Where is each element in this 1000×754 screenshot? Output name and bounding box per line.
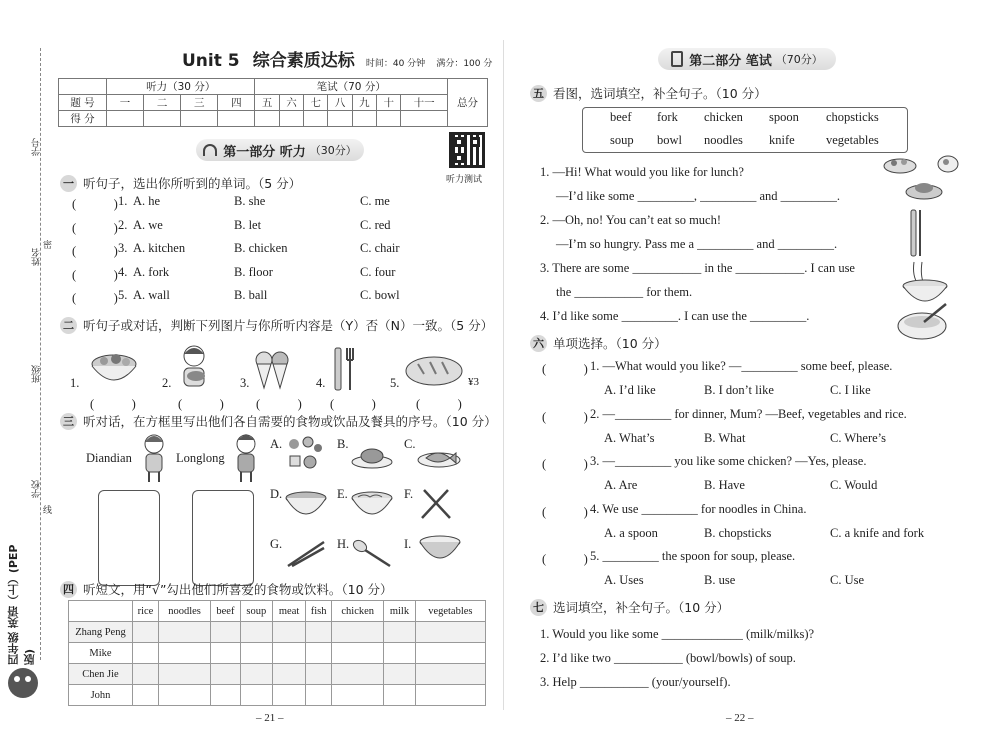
s7-line: 2. I’d like two ___________ (bowl/bowls) of soup.: [540, 651, 796, 665]
s6-option-c[interactable]: C. Would: [830, 478, 878, 492]
pref-check-cell[interactable]: [133, 643, 159, 664]
vegetable-bowl-icon: [86, 350, 142, 390]
pref-check-cell[interactable]: [332, 685, 384, 706]
section5-badge: 五: [530, 85, 547, 102]
pref-check-cell[interactable]: [158, 643, 210, 664]
section4-text: 听短文，用“√”勾出他们所喜爱的食物或饮料。（10 分）: [83, 582, 393, 597]
part2-score: （70分）: [775, 53, 823, 66]
section1-badge: 一: [60, 175, 77, 192]
pref-row-label: Mike: [69, 643, 133, 664]
pref-col-fish: fish: [306, 601, 332, 622]
score-cell[interactable]: [107, 111, 144, 127]
score-cell[interactable]: [181, 111, 218, 127]
s1-answer-paren[interactable]: ( ): [72, 291, 118, 305]
pref-check-cell[interactable]: [158, 685, 210, 706]
s2-answer-2[interactable]: ( ): [178, 397, 224, 411]
page-divider: [503, 40, 504, 710]
pref-check-cell[interactable]: [158, 664, 210, 685]
soup-bowl-icon: [284, 490, 328, 520]
part1-score: （30分）: [309, 144, 357, 157]
bread-icon: [404, 354, 464, 388]
s6-answer-paren[interactable]: ( ): [542, 362, 588, 376]
score-cell[interactable]: [401, 111, 448, 127]
s6-option-c[interactable]: C. Where’s: [830, 430, 887, 445]
s6-question: 5. _________ the spoon for soup, please.: [590, 549, 796, 563]
s5-line: —I’m so hungry. Pass me a _________ and _________.: [556, 237, 838, 251]
section7-text: 选词填空，补全句子。（10 分）: [553, 600, 730, 615]
full-score-label: 满分：100 分: [436, 59, 493, 69]
empty-bowl-icon: [418, 534, 462, 564]
s3-letter-c: C.: [404, 437, 416, 451]
fish-plate-icon: [416, 444, 462, 470]
spoon-icon: [352, 538, 392, 568]
s6-answer-paren[interactable]: ( ): [542, 457, 588, 471]
pref-check-cell[interactable]: [306, 664, 332, 685]
s2-answer-4[interactable]: ( ): [330, 397, 376, 411]
s1-option-c[interactable]: C. bowl: [360, 288, 400, 302]
margin-class-label: 班级: [32, 365, 42, 383]
soup-spoon-icon: [896, 302, 952, 342]
word-bank-word: knife: [769, 133, 795, 147]
page-title: [182, 46, 492, 71]
longlong-answer-box[interactable]: [192, 490, 254, 586]
s6-option-a[interactable]: A. What’s: [604, 430, 655, 445]
s6-option-c[interactable]: C. I like: [830, 383, 871, 397]
pref-col-beef: beef: [211, 601, 241, 622]
num-9: 九: [352, 95, 376, 111]
s2-num-1: 1.: [70, 376, 80, 390]
s2-num-5: 5.: [390, 376, 400, 390]
s5-line: —I’d like some _________, _________ and _________.: [556, 189, 841, 203]
section6-badge: 六: [530, 335, 547, 352]
s3-letter-e: E.: [337, 487, 348, 501]
pref-check-cell[interactable]: [384, 643, 415, 664]
num-1: 一: [107, 95, 144, 111]
s1-item-num: 1.: [118, 194, 128, 208]
s1-item-num: 3.: [118, 241, 128, 255]
word-bank-word: chicken: [704, 110, 743, 124]
section7-badge: 七: [530, 599, 547, 616]
pref-check-cell[interactable]: [415, 664, 485, 685]
pref-corner: [69, 601, 133, 622]
s5-line: the ___________ for them.: [556, 285, 693, 299]
knife-fork-icon: [332, 346, 358, 392]
s1-option-a[interactable]: A. fork: [133, 264, 170, 279]
knife-icon: [906, 208, 926, 258]
word-bank-word: vegetables: [826, 133, 879, 147]
pref-check-cell[interactable]: [306, 685, 332, 706]
row-label-num: 题 号: [59, 95, 107, 111]
s6-option-b[interactable]: B. What: [704, 430, 746, 445]
pref-check-cell[interactable]: [384, 622, 415, 643]
qr-label: 听力测试: [446, 175, 483, 185]
pref-check-cell[interactable]: [332, 643, 384, 664]
pref-check-cell[interactable]: [415, 643, 485, 664]
s2-answer-3[interactable]: ( ): [256, 397, 302, 411]
section3-badge: 三: [60, 413, 77, 430]
s1-answer-paren[interactable]: ( ): [72, 220, 118, 235]
section1-text: 听句子，选出你所听到的单词。（5 分）: [83, 176, 302, 191]
headphone-icon: [203, 144, 217, 156]
girl-eating-icon: [174, 342, 214, 392]
section4-badge: 四: [60, 581, 77, 598]
num-2: 二: [144, 95, 181, 111]
s6-option-b[interactable]: B. use: [704, 573, 736, 587]
num-3: 三: [181, 95, 218, 111]
s2-num-2: 2.: [162, 376, 172, 390]
s1-option-a[interactable]: A. we: [133, 217, 163, 232]
s1-option-c[interactable]: C. chair: [360, 241, 400, 255]
pref-check-cell[interactable]: [332, 664, 384, 685]
pref-col-vegetables: vegetables: [415, 601, 485, 622]
s1-option-c[interactable]: C. four: [360, 264, 396, 279]
s1-option-b[interactable]: B. ball: [234, 288, 268, 302]
s6-option-b[interactable]: B. I don’t like: [704, 383, 774, 397]
pencil-icon: [671, 51, 683, 67]
s1-option-a[interactable]: A. wall: [133, 288, 170, 302]
pref-check-cell[interactable]: [306, 622, 332, 643]
section2-text: 听句子或对话，判断下列图片与你所听内容是（Y）否（N）一致。（5 分）: [83, 318, 494, 333]
s3-letter-b: B.: [337, 437, 349, 451]
pref-row-label: Zhang Peng: [69, 622, 133, 643]
s1-answer-paren[interactable]: ( ): [72, 244, 118, 258]
row-label-score: 得 分: [59, 111, 107, 127]
word-bank-word: soup: [610, 133, 634, 147]
section5-title: [530, 84, 767, 102]
s6-answer-paren[interactable]: ( ): [542, 504, 588, 519]
preference-table: [68, 600, 486, 706]
diandian-avatar: [138, 432, 170, 484]
s6-option-c[interactable]: C. a knife and fork: [830, 525, 925, 540]
part1-heading: [196, 139, 364, 161]
page-number-right: – 22 –: [726, 712, 754, 724]
pref-col-noodles: noodles: [158, 601, 210, 622]
part1-title: 第一部分 听力: [223, 144, 306, 160]
pref-row-label: John: [69, 685, 133, 706]
title-label: 综合素质达标: [252, 51, 355, 71]
s7-line: 3. Help ___________ (your/yourself).: [540, 675, 731, 689]
s6-option-a[interactable]: A. Are: [604, 478, 638, 492]
pref-check-cell[interactable]: [332, 622, 384, 643]
num-4: 四: [218, 95, 255, 111]
pref-check-cell[interactable]: [211, 622, 241, 643]
pref-col-milk: milk: [384, 601, 415, 622]
word-bank-word: bowl: [657, 133, 682, 147]
mixed-food-icon: [284, 434, 326, 472]
s3-letter-h: H.: [337, 537, 350, 551]
margin-school-label: 学校: [32, 480, 42, 498]
section5-text: 看图，选词填空，补全句子。（10 分）: [553, 86, 767, 101]
s1-option-c[interactable]: C. red: [360, 217, 391, 232]
pref-check-cell[interactable]: [415, 685, 485, 706]
pref-check-cell[interactable]: [273, 643, 306, 664]
s2-num-3: 3.: [240, 376, 250, 390]
s5-line: 4. I’d like some _________. I can use the _________.: [540, 309, 810, 323]
longlong-label: Longlong: [176, 451, 225, 465]
longlong-avatar: [230, 432, 262, 484]
s6-option-c[interactable]: C. Use: [830, 573, 865, 587]
word-bank-word: beef: [610, 110, 632, 124]
page-number-left: – 21 –: [256, 712, 284, 724]
num-7: 七: [304, 95, 328, 111]
s2-price: ¥3: [468, 376, 479, 388]
pref-col-rice: rice: [133, 601, 159, 622]
s6-answer-paren[interactable]: ( ): [542, 552, 588, 566]
section1-title: [60, 174, 301, 192]
s2-answer-5[interactable]: ( ): [416, 397, 462, 411]
pref-col-chicken: chicken: [332, 601, 384, 622]
s1-option-a[interactable]: A. he: [133, 194, 161, 208]
num-5: 五: [255, 95, 279, 111]
s1-option-b[interactable]: B. she: [234, 194, 266, 208]
score-cell[interactable]: [279, 111, 303, 127]
s1-option-b[interactable]: B. chicken: [234, 241, 288, 255]
s6-option-b[interactable]: B. chopsticks: [704, 525, 772, 540]
score-corner: [59, 79, 107, 95]
score-table: [58, 78, 488, 127]
pref-check-cell[interactable]: [240, 685, 272, 706]
pref-check-cell[interactable]: [133, 664, 159, 685]
margin-id-label: 学号: [32, 138, 42, 156]
num-6: 六: [279, 95, 303, 111]
s5-line: 2. —Oh, no! You can’t eat so much!: [540, 213, 721, 227]
binding-margin: [0, 0, 52, 754]
num-8: 八: [328, 95, 352, 111]
s1-item-num: 4.: [118, 264, 128, 279]
s6-option-b[interactable]: B. Have: [704, 478, 745, 492]
s3-letter-g: G.: [270, 537, 283, 551]
pref-check-cell[interactable]: [240, 643, 272, 664]
pref-check-cell[interactable]: [133, 622, 159, 643]
s6-question: 1. —What would you like? —_________ some beef, please.: [590, 359, 893, 373]
s7-line: 1. Would you like some _____________ (milk/milks)?: [540, 627, 815, 641]
score-cell[interactable]: [255, 111, 279, 127]
pref-check-cell[interactable]: [240, 664, 272, 685]
s6-option-a[interactable]: A. Uses: [604, 573, 644, 587]
section7-title: [530, 598, 729, 616]
word-bank-word: spoon: [769, 110, 799, 124]
word-bank-word: fork: [657, 110, 678, 124]
chicken-plate-icon: [350, 444, 394, 470]
score-cell[interactable]: [328, 111, 352, 127]
s1-option-b[interactable]: B. let: [234, 217, 262, 232]
ice-cream-icon: [252, 348, 292, 392]
food-plates-icon: [880, 152, 970, 204]
time-label: 时间：40 分钟: [365, 59, 426, 69]
s5-line: 3. There are some ___________ in the ___________. I can use: [540, 261, 855, 275]
pref-check-cell[interactable]: [133, 685, 159, 706]
pref-row-label: Chen Jie: [69, 664, 133, 685]
score-cell[interactable]: [377, 111, 401, 127]
section6-title: [530, 334, 667, 352]
part2-title: 第二部分 笔试: [689, 53, 772, 69]
s3-letter-a: A.: [270, 437, 283, 451]
s1-answer-paren[interactable]: ( ): [72, 197, 118, 211]
pref-check-cell[interactable]: [211, 664, 241, 685]
mascot-icon: [8, 668, 38, 698]
score-cell[interactable]: [304, 111, 328, 127]
diandian-answer-box[interactable]: [98, 490, 160, 586]
score-cell[interactable]: [218, 111, 255, 127]
pref-check-cell[interactable]: [273, 685, 306, 706]
pref-check-cell[interactable]: [211, 643, 241, 664]
s3-letter-i: I.: [404, 537, 412, 551]
s6-question: 4. We use _________ for noodles in China.: [590, 501, 807, 516]
margin-line-label: 线: [43, 506, 53, 516]
s5-line: 1. —Hi! What would you like for lunch?: [540, 165, 744, 179]
margin-name-label: 姓名: [32, 248, 42, 266]
s1-item-num: 5.: [118, 288, 128, 302]
unit-label: Unit 5: [182, 51, 240, 71]
s1-answer-paren[interactable]: ( ): [72, 267, 118, 282]
score-cell[interactable]: [144, 111, 181, 127]
section2-badge: 二: [60, 317, 77, 334]
s6-option-a[interactable]: A. a spoon: [604, 525, 658, 540]
writing-group: 笔试（70 分）: [255, 79, 448, 95]
chopsticks-icon: [286, 538, 326, 568]
noodle-bowl-icon: [350, 490, 394, 520]
s2-num-4: 4.: [316, 376, 326, 390]
s1-option-b[interactable]: B. floor: [234, 264, 273, 279]
book-label: 四年级 英语（上）(PEP版): [7, 544, 36, 665]
num-11: 十一: [401, 95, 448, 111]
s6-option-a[interactable]: A. I’d like: [604, 383, 656, 397]
pref-check-cell[interactable]: [240, 622, 272, 643]
section2-title: [60, 316, 493, 334]
pref-check-cell[interactable]: [273, 664, 306, 685]
s6-answer-paren[interactable]: ( ): [542, 409, 588, 424]
total-label: 总分: [448, 79, 488, 127]
s2-answer-1[interactable]: ( ): [90, 397, 136, 411]
section3-text: 听对话，在方框里写出他们各自需要的食物或饮品及餐具的序号。（10 分）: [83, 414, 497, 429]
noodles-bowl-icon: [900, 260, 950, 304]
knife-fork-crossed-icon: [418, 488, 454, 520]
score-cell[interactable]: [352, 111, 376, 127]
s1-option-a[interactable]: A. kitchen: [133, 241, 186, 255]
pref-check-cell[interactable]: [158, 622, 210, 643]
pref-check-cell[interactable]: [306, 643, 332, 664]
pref-check-cell[interactable]: [415, 622, 485, 643]
pref-col-meat: meat: [273, 601, 306, 622]
part2-heading: [658, 48, 836, 70]
pref-check-cell[interactable]: [211, 685, 241, 706]
s3-letter-d: D.: [270, 487, 283, 501]
section3-title: [60, 412, 497, 430]
margin-seal-label: 密: [43, 241, 53, 251]
s6-question: 3. —_________ you like some chicken? —Yes, please.: [590, 454, 867, 468]
pref-check-cell[interactable]: [384, 685, 415, 706]
word-bank-word: noodles: [704, 133, 743, 147]
s3-letter-f: F.: [404, 487, 414, 501]
s1-item-num: 2.: [118, 217, 128, 232]
listening-group: 听力（30 分）: [107, 79, 255, 95]
pref-check-cell[interactable]: [384, 664, 415, 685]
qr-code-icon[interactable]: [449, 132, 485, 168]
word-bank-word: chopsticks: [826, 110, 879, 124]
section6-text: 单项选择。（10 分）: [553, 336, 667, 351]
num-10: 十: [377, 95, 401, 111]
s6-question: 2. —_________ for dinner, Mum? —Beef, vegetables and rice.: [590, 406, 907, 421]
diandian-label: Diandian: [86, 451, 132, 465]
pref-check-cell[interactable]: [273, 622, 306, 643]
section4-title: [60, 580, 393, 598]
pref-col-soup: soup: [240, 601, 272, 622]
s1-option-c[interactable]: C. me: [360, 194, 390, 208]
